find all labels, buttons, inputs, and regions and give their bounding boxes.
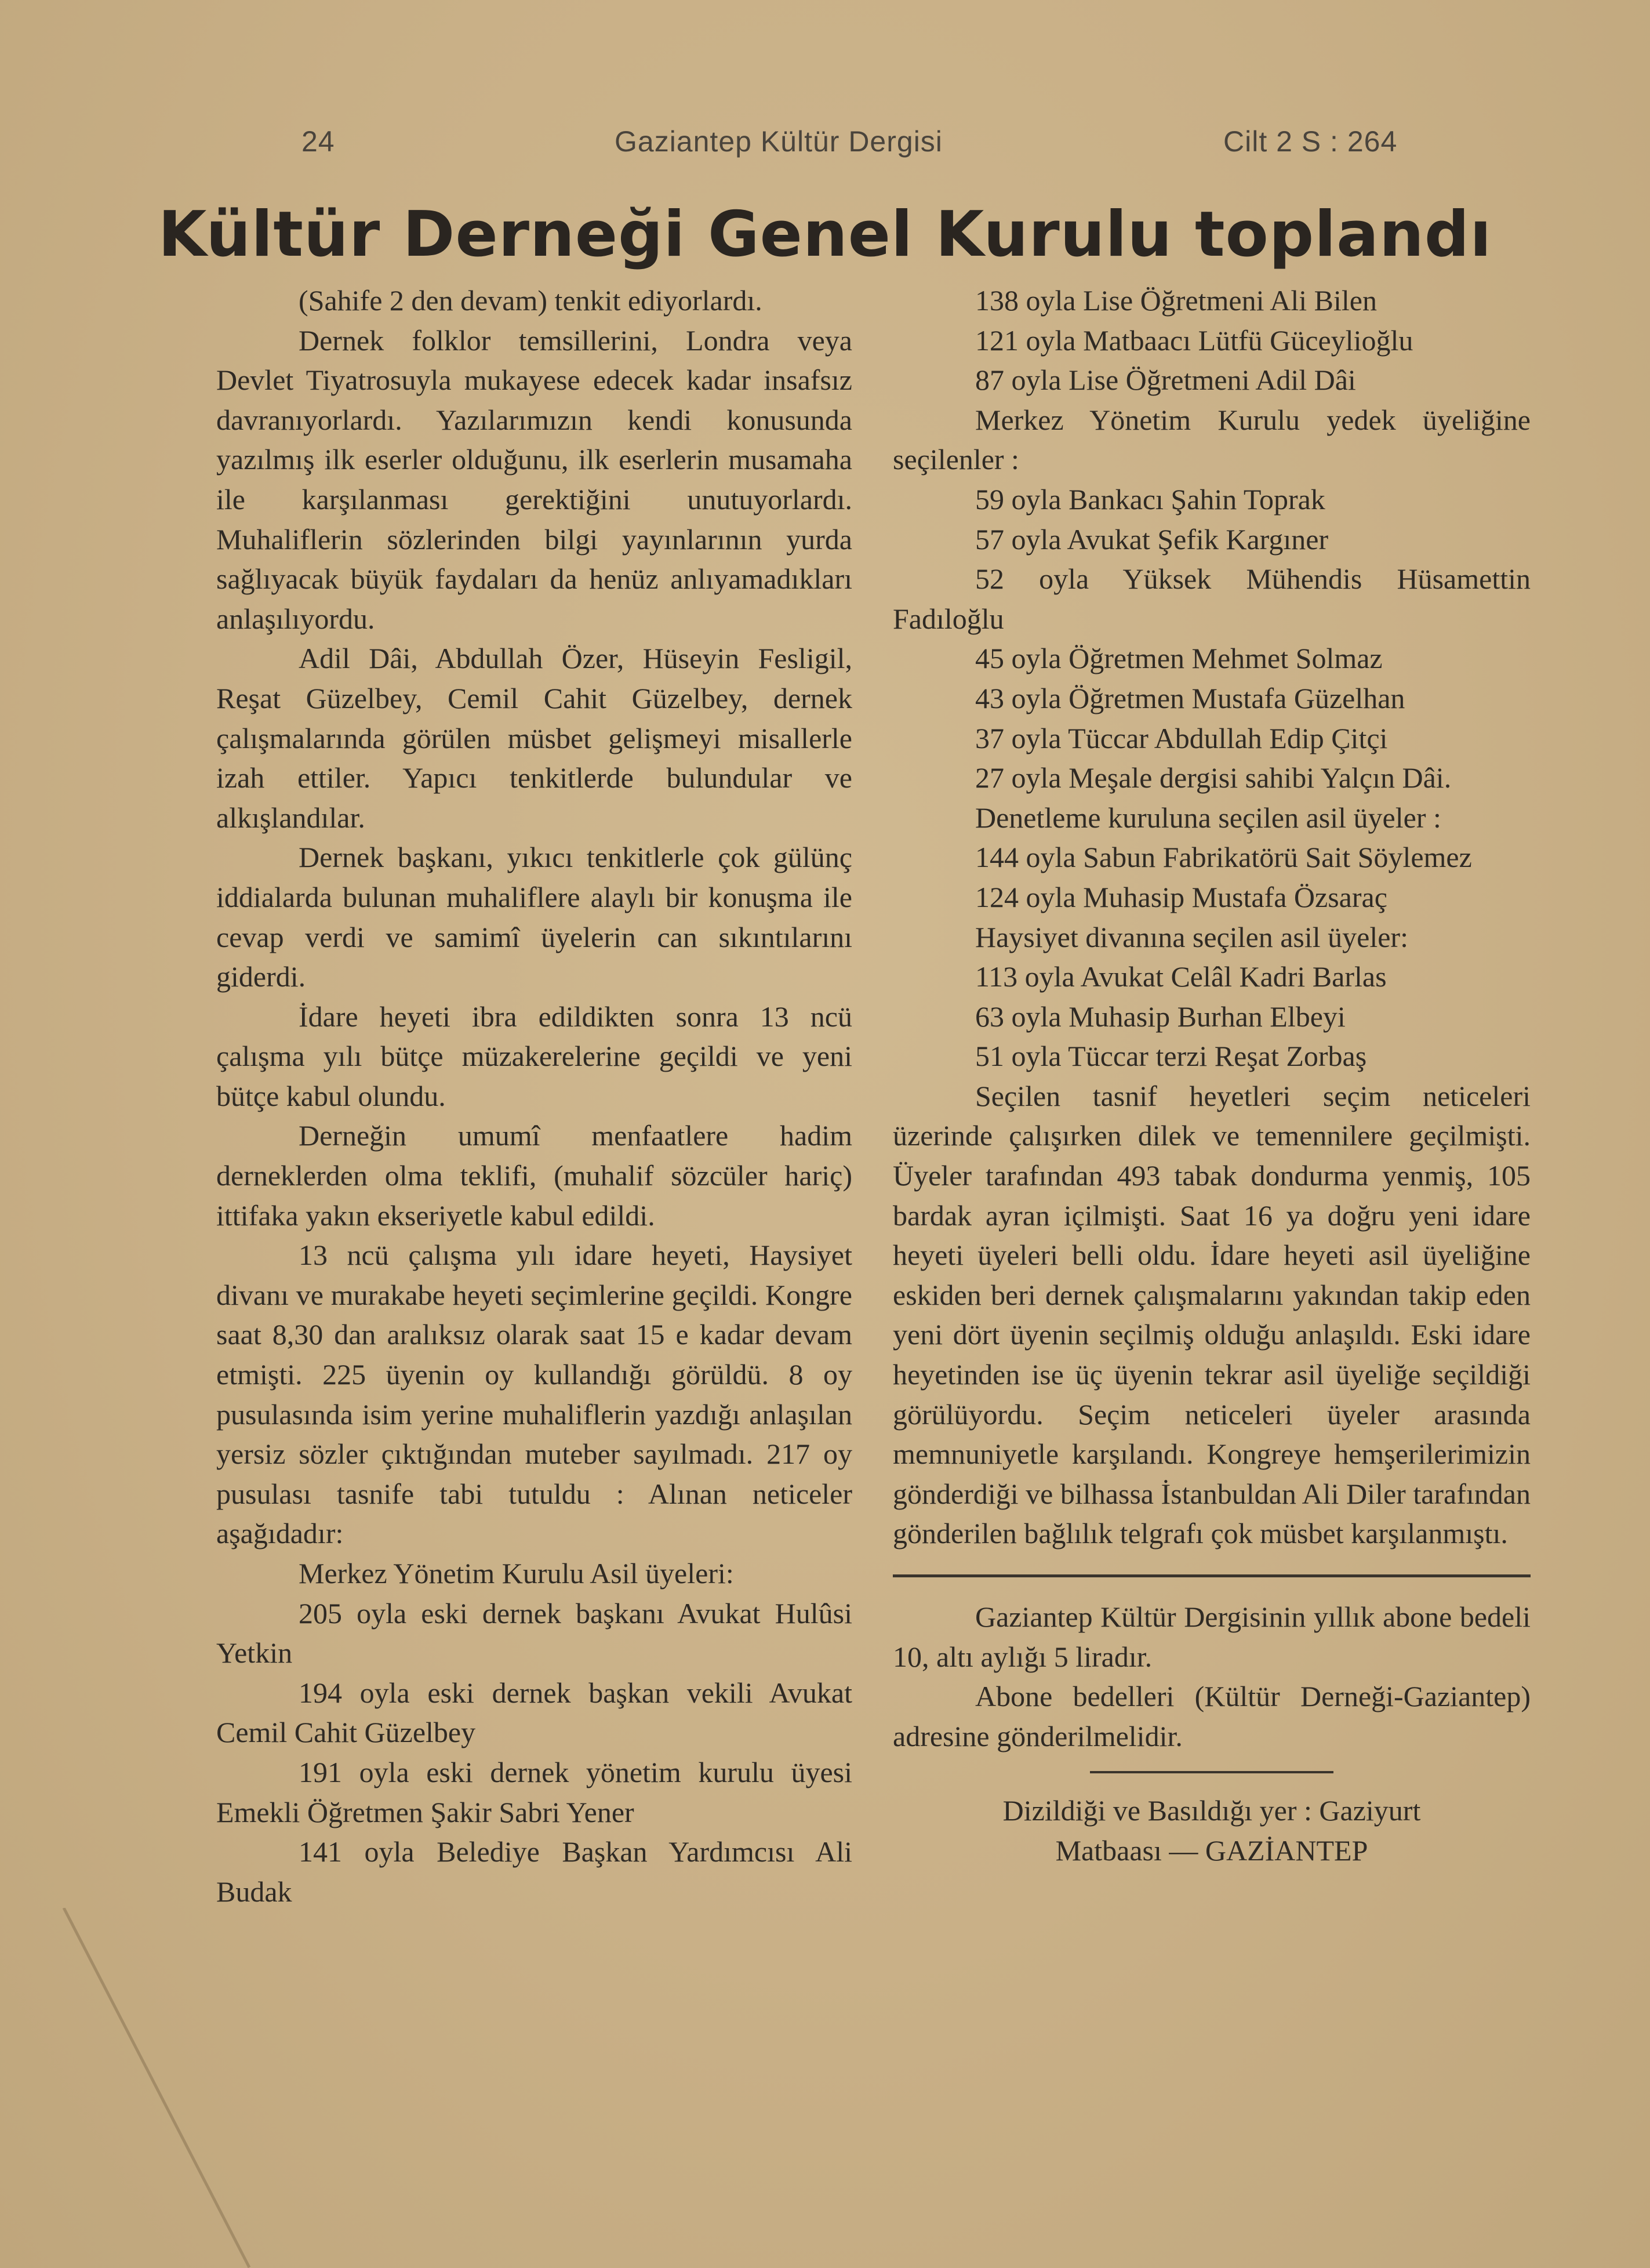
right-paragraph: 113 oyla Avukat Celâl Kadri Barlas <box>975 960 1387 993</box>
right-column <box>893 281 1531 1871</box>
right-paragraph: 37 oyla Tüccar Abdullah Edip Çitçi <box>975 721 1388 754</box>
right-paragraph: Denetleme kuruluna seçilen asil üyeler : <box>975 801 1441 834</box>
right-paragraph: 59 oyla Bankacı Şahin Toprak <box>975 482 1325 516</box>
left-column <box>216 281 852 1911</box>
left-paragraph: 194 oyla eski dernek başkan vekili Avukat Cemil Cahit Güzelbey <box>216 1676 852 1749</box>
printer-line-1: Dizildiği ve Basıldığı yer : Gaziyurt <box>1002 1794 1421 1827</box>
left-paragraph: (Sahife 2 den devam) tenkit ediyorlardı. <box>299 284 762 317</box>
left-paragraph: 13 ncü çalışma yılı idare heyeti, Haysiyet divanı ve murakabe heyeti seçimlerine geçildi. Kongre saat 8,30 dan aralıksız olarak saat 15 e kadar devam etmişti. 225 üyenin oy kullandığı görüldü. 8 oy pusulasında isim yerine muhaliflerin yazdığı anlaşılan yersiz sözler çıktığından muteber sayılmadı. 217 oy pusulası tasnife tabi tutuldu : Alınan neticeler aşağıdadır: <box>216 1239 852 1550</box>
left-paragraph: Dernek folklor temsillerini, Londra veya Devlet Tiyatrosuyla mukayese edecek kadar insafsız davranıyorlardı. Yazılarımızın kendi konusunda yazılmış ilk eserler olduğunu, ilk eserlerin musamaha ile karşılanması gerektiğini unutuyorlardı. Muhaliflerin sözlerinden bilgi yayınlarının yurda sağlıyacak büyük faydaları da henüz anlıyamadıkları anlaşılıyordu. <box>216 324 852 635</box>
divider-rule <box>893 1574 1531 1577</box>
right-paragraph: Seçilen tasnif heyetleri seçim neticeleri üzerinde çalışırken dilek ve temennilere geçilmişti. Üyeler tarafından 493 tabak dondurma yenmiş, 105 bardak ayran içilmişti. Saat 16 ya doğru yeni idare heyeti üyeleri belli oldu. İdare heyeti asil üyeliğine eskiden beri dernek çalışmalarını yakından takip eden yeni dört üyenin seçilmiş olduğu anlaşıldı. Eski idare heyetinden ise üç üyenin tekrar asil üyeliğe seçildiği görülüyordu. Seçim neticeleri üyeler arasında memnuniyetle karşılandı. Kongreye hemşerilerimizin gönderdiği ve bilhassa İstanbuldan Ali Diler tarafından gönderilen bağlılık telgrafı çok müsbet karşılanmıştı. <box>893 1079 1531 1550</box>
right-paragraph: 124 oyla Muhasip Mustafa Özsaraç <box>975 880 1387 913</box>
right-paragraph: 138 oyla Lise Öğretmeni Ali Bilen <box>975 284 1377 317</box>
short-divider-rule <box>1090 1771 1333 1773</box>
left-paragraph: Adil Dâi, Abdullah Özer, Hüseyin Fesligil, Reşat Güzelbey, Cemil Cahit Güzelbey, dernek çalışmalarında görülen müsbet gelişmeyi misallerle izah ettiler. Yapıcı tenkitlerde bulundular ve alkışlandılar. <box>216 642 852 834</box>
left-paragraph: Merkez Yönetim Kurulu Asil üyeleri: <box>299 1557 734 1590</box>
right-paragraph: 87 oyla Lise Öğretmeni Adil Dâi <box>975 364 1356 397</box>
running-head <box>0 125 1650 165</box>
right-paragraph: Merkez Yönetim Kurulu yedek üyeliğine seçilenler : <box>893 403 1531 476</box>
subscription-notice: Gaziantep Kültür Dergisinin yıllık abone bedeli 10, altı aylığı 5 liradır. <box>893 1601 1531 1673</box>
right-column-text <box>893 281 1531 1554</box>
page-number: 24 <box>301 125 335 158</box>
left-paragraph: Dernek başkanı, yıkıcı tenkitlerle çok gülünç iddialarda bulunan muhaliflere alaylı bir konuşma ile cevap verdi ve samimî üyelerin can sıkıntılarını giderdi. <box>216 841 852 993</box>
address-notice: Abone bedelleri (Kültür Derneği-Gaziantep) adresine gönderilmelidir. <box>893 1680 1531 1752</box>
journal-title: Gaziantep Kültür Dergisi <box>615 125 943 158</box>
right-paragraph: 43 oyla Öğretmen Mustafa Güzelhan <box>975 681 1405 714</box>
right-paragraph: 63 oyla Muhasip Burhan Elbeyi <box>975 1000 1346 1033</box>
volume-issue: Cilt 2 S : 264 <box>1223 125 1398 158</box>
right-paragraph: 51 oyla Tüccar terzi Reşat Zorbaş <box>975 1040 1367 1073</box>
paper-fold-crease <box>0 1908 290 2268</box>
right-paragraph: 57 oyla Avukat Şefik Kargıner <box>975 522 1329 556</box>
left-paragraph: 141 oyla Belediye Başkan Yardımcısı Ali Budak <box>216 1835 852 1908</box>
right-paragraph: 52 oyla Yüksek Mühendis Hüsamettin Fadıloğlu <box>893 563 1531 635</box>
left-paragraph: İdare heyeti ibra edildikten sonra 13 ncü çalışma yılı bütçe müzakerelerine geçildi ve yeni bütçe kabul olundu. <box>216 1000 852 1112</box>
right-paragraph: 121 oyla Matbaacı Lütfü Güceylioğlu <box>975 324 1413 357</box>
right-paragraph: Haysiyet divanına seçilen asil üyeler: <box>975 920 1408 953</box>
left-paragraph: 205 oyla eski dernek başkanı Avukat Hulûsi Yetkin <box>216 1596 852 1670</box>
left-paragraph: 191 oyla eski dernek yönetim kurulu üyesi Emekli Öğretmen Şakir Sabri Yener <box>216 1755 852 1828</box>
right-paragraph: 45 oyla Öğretmen Mehmet Solmaz <box>975 642 1383 675</box>
right-paragraph: 144 oyla Sabun Fabrikatörü Sait Söylemez <box>975 841 1472 874</box>
printer-line-2: Matbaası — GAZİANTEP <box>1055 1834 1368 1867</box>
article-headline: Kültür Derneği Genel Kurulu toplandı <box>158 198 1492 271</box>
right-paragraph: 27 oyla Meşale dergisi sahibi Yalçın Dâi. <box>975 761 1452 794</box>
left-paragraph: Derneğin umumî menfaatlere hadim derneklerden olma teklifi, (muhalif sözcüler hariç) ittifaka yakın ekseriyetle kabul edildi. <box>216 1119 852 1232</box>
